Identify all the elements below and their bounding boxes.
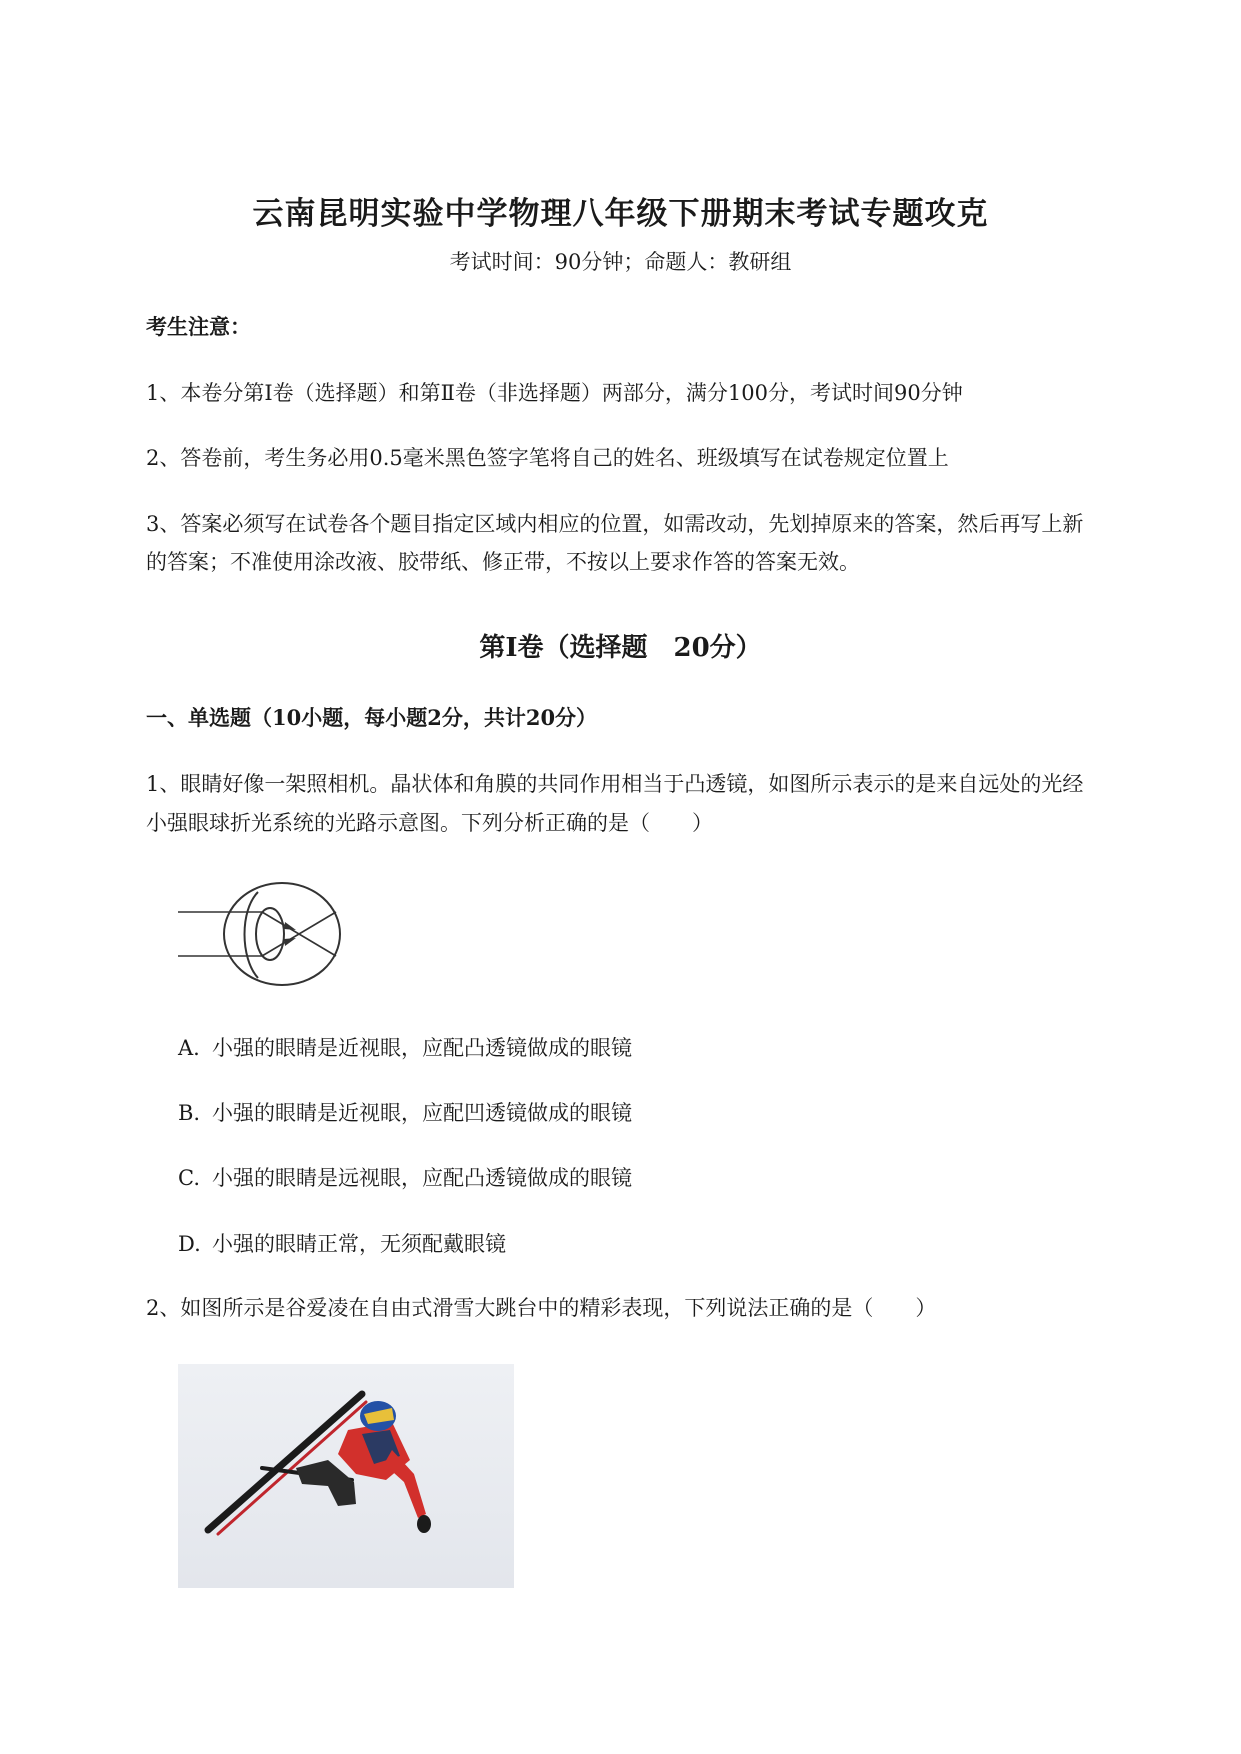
option-text: 小强的眼睛是近视眼，应配凹透镜做成的眼镜 — [212, 1101, 632, 1125]
notice-heading: 考生注意： — [146, 314, 251, 339]
notice-item-3-cont: 的答案；不准使用涂改液、胶带纸、修正带，不按以上要求作答的答案无效。 — [146, 550, 860, 574]
option-text: 小强的眼睛是近视眼，应配凸透镜做成的眼镜 — [212, 1036, 632, 1060]
option-letter: D. — [178, 1232, 201, 1256]
part-heading: 一、单选题（10小题，每小题2分，共计20分） — [146, 705, 598, 730]
question-1-stem-cont: 小强眼球折光系统的光路示意图。下列分析正确的是（ ） — [146, 811, 713, 835]
question-1-option-d — [178, 1228, 506, 1258]
notice-item-3: 3、答案必须写在试卷各个题目指定区域内相应的位置，如需改动，先划掉原来的答案，然后再写上新 — [146, 512, 1084, 536]
option-letter: C. — [178, 1166, 200, 1190]
question-1-option-b — [178, 1097, 632, 1127]
skier-photo — [178, 1364, 514, 1588]
option-text: 小强的眼睛是远视眼，应配凸透镜做成的眼镜 — [212, 1166, 632, 1190]
eye-diagram — [178, 880, 348, 992]
skier-glove — [417, 1515, 431, 1533]
notice-item-2: 2、答卷前，考生务必用0.5毫米黑色签字笔将自己的姓名、班级填写在试卷规定位置上 — [146, 446, 949, 470]
arrow-icon — [284, 922, 296, 930]
exam-info: 考试时间：90分钟；命题人：教研组 — [449, 250, 792, 274]
section-title: 第I卷（选择题 20分） — [479, 633, 762, 663]
option-letter: B. — [178, 1101, 201, 1125]
arrow-icon — [284, 938, 296, 946]
option-text: 小强的眼睛正常，无须配戴眼镜 — [212, 1232, 506, 1256]
lens-outline — [256, 908, 284, 960]
question-1-stem: 1、眼睛好像一架照相机。晶状体和角膜的共同作用相当于凸透镜，如图所示表示的是来自远处的光经 — [146, 772, 1084, 796]
option-letter: A. — [178, 1036, 200, 1060]
notice-item-1: 1、本卷分第I卷（选择题）和第Ⅱ卷（非选择题）两部分，满分100分，考试时间90分钟 — [146, 381, 963, 405]
question-1-option-a — [178, 1032, 632, 1062]
question-2-stem: 2、如图所示是谷爱凌在自由式滑雪大跳台中的精彩表现，下列说法正确的是（ ） — [146, 1296, 937, 1320]
page-title: 云南昆明实验中学物理八年级下册期末考试专题攻克 — [252, 196, 989, 232]
question-1-option-c — [178, 1162, 632, 1192]
eyeball-outline — [224, 883, 340, 985]
